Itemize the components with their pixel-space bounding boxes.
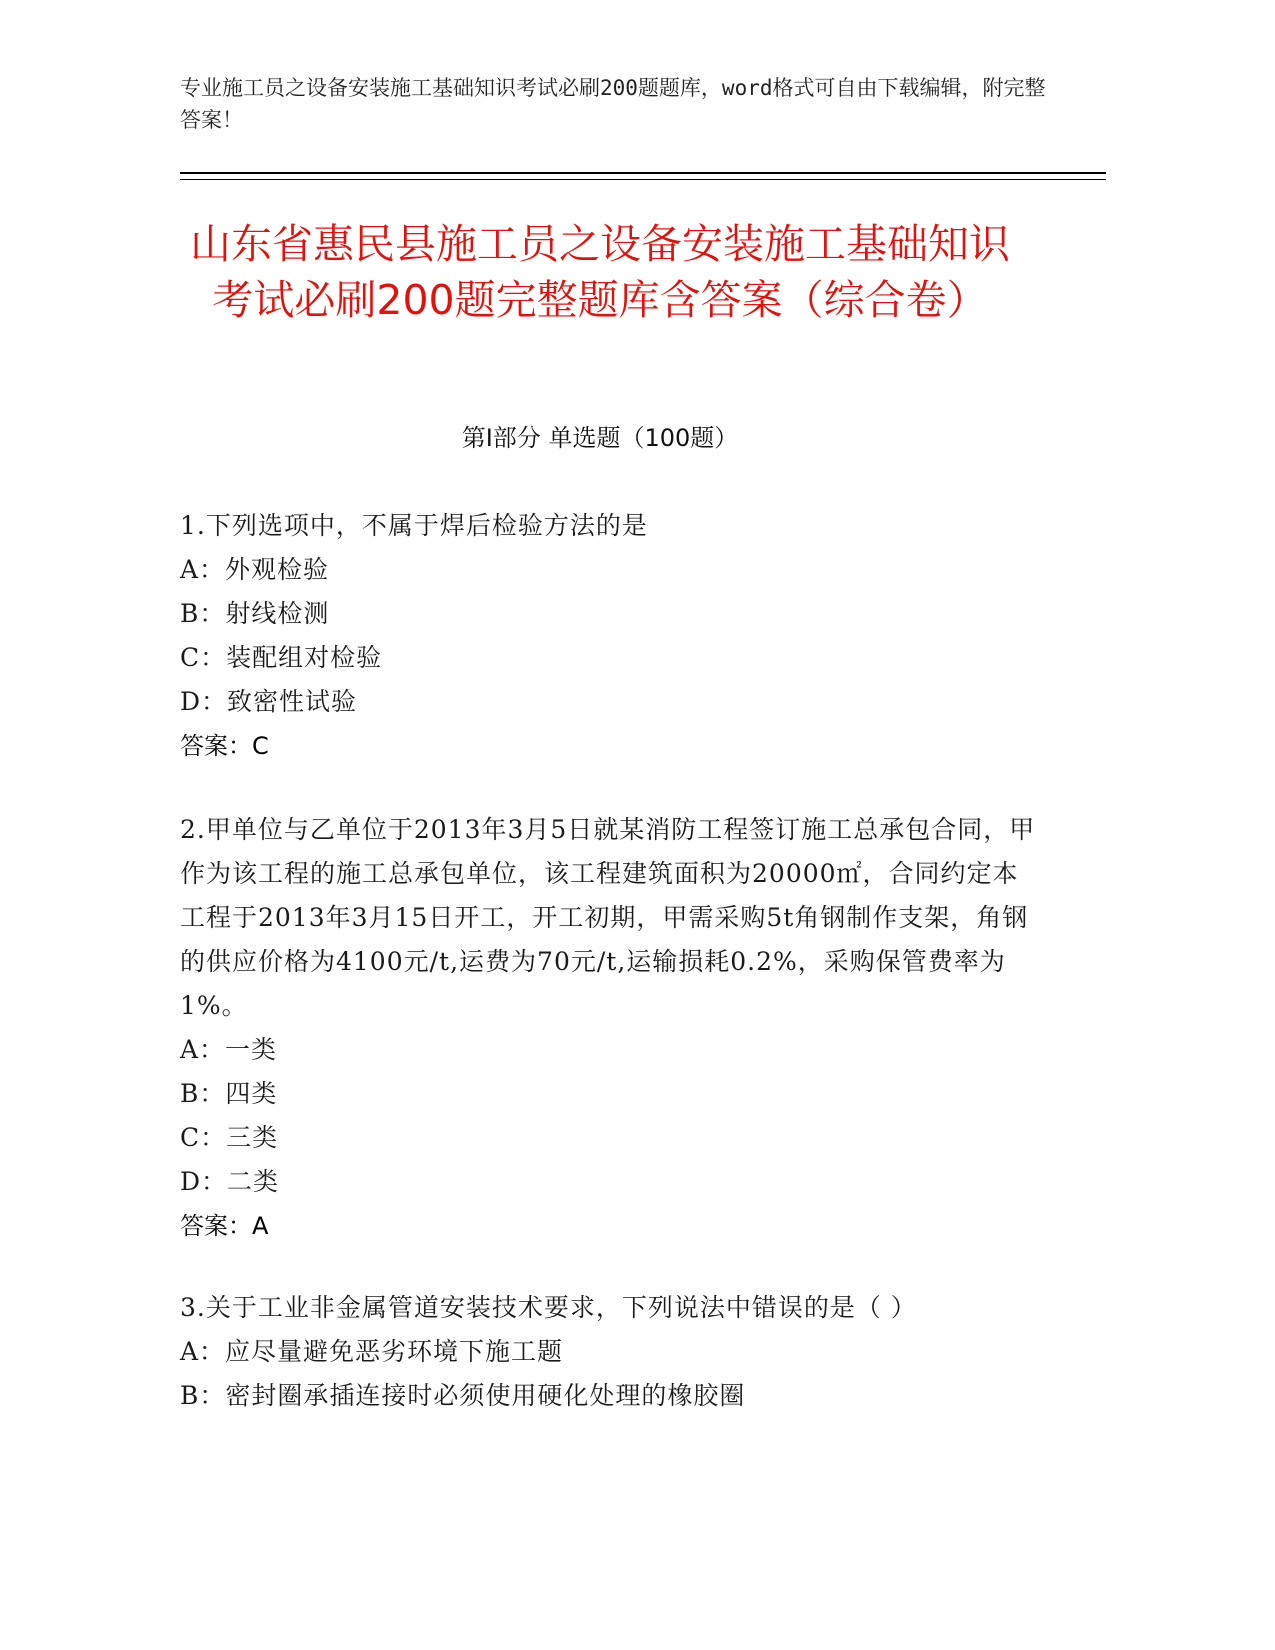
- answer: 答案：A: [180, 1212, 269, 1240]
- header-note: 专业施工员之设备安装施工基础知识考试必刷200题题库，word格式可自由下载编辑，附完整答案！: [180, 76, 1046, 132]
- section-heading: 第I部分 单选题（100题）: [461, 424, 739, 452]
- header-rule-thin: [180, 179, 1106, 180]
- document-title: 山东省惠民县施工员之设备安装施工基础知识考试必刷200题完整题库含答案（综合卷）: [190, 220, 1010, 324]
- option-a: A：应尽量避免恶劣环境下施工题: [180, 1337, 564, 1366]
- question-stem: 2.甲单位与乙单位于2013年3月5日就某消防工程签订施工总承包合同，甲作为该工程的施工总承包单位，该工程建筑面积为20000㎡，合同约定本工程于2013年3月15日开工，开工初期，甲需采购5t角钢制作支架，角钢的供应价格为4100元/t,运费为70元/t,运输损耗0.2%，采购保管费率为1%。: [180, 815, 1036, 1020]
- option-d: D：致密性试验: [180, 687, 358, 716]
- option-a: A：外观检验: [180, 555, 330, 584]
- question-stem: 3.关于工业非金属管道安装技术要求，下列说法中错误的是（ ）: [180, 1293, 917, 1322]
- question-1: [180, 504, 1040, 768]
- question-3: [180, 1286, 1040, 1418]
- option-a: A：一类: [180, 1035, 278, 1064]
- question-2: [180, 808, 1040, 1248]
- option-b: B：密封圈承插连接时必须使用硬化处理的橡胶圈: [180, 1381, 746, 1410]
- option-c: C：三类: [180, 1123, 279, 1152]
- answer: 答案：C: [180, 732, 269, 760]
- header-rule-thick: [180, 172, 1106, 174]
- question-stem: 1.下列选项中，不属于焊后检验方法的是: [180, 511, 648, 540]
- option-d: D：二类: [180, 1167, 280, 1196]
- option-b: B：四类: [180, 1079, 278, 1108]
- option-c: C：装配组对检验: [180, 643, 383, 672]
- option-b: B：射线检测: [180, 599, 330, 628]
